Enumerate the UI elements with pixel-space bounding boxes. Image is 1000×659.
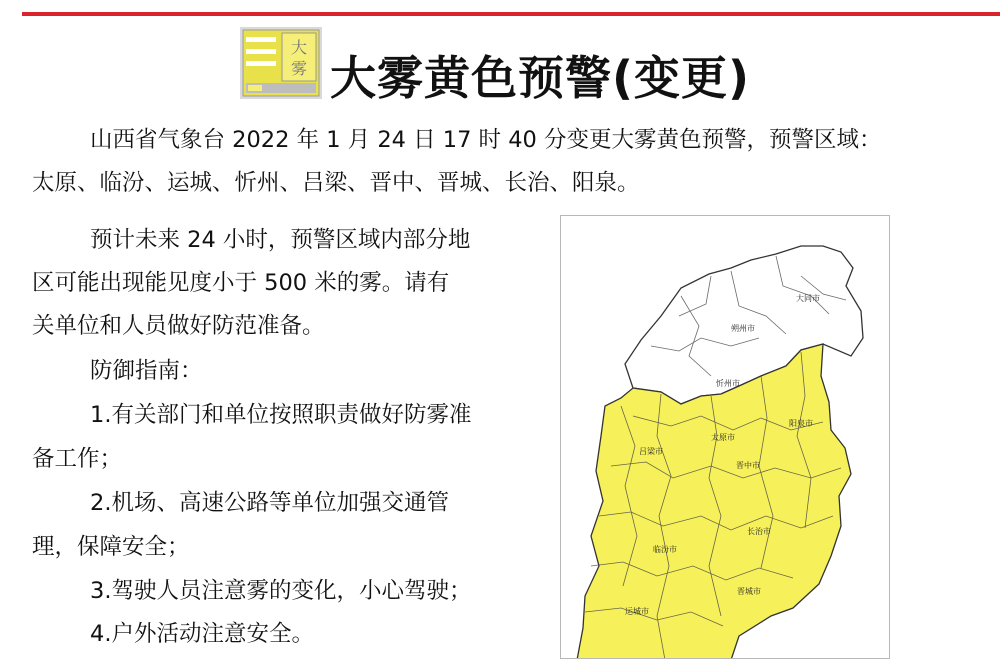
city-label-changzhi: 长治市 xyxy=(747,527,771,536)
warning-area-map xyxy=(560,215,890,659)
city-label-shuozhou: 朔州市 xyxy=(731,324,755,333)
badge-top-char: 大 xyxy=(290,38,308,57)
forecast-line-1: 预计未来 24 小时，预警区域内部分地 xyxy=(90,227,471,253)
guide-heading: 防御指南： xyxy=(90,358,203,384)
forecast-line-3: 关单位和人员做好防范准备。 xyxy=(32,313,325,339)
city-label-linfen: 临汾市 xyxy=(653,545,677,554)
city-label-jinzhong: 晋中市 xyxy=(736,461,760,470)
city-label-datong: 大同市 xyxy=(796,294,820,303)
top-red-rule xyxy=(22,12,1000,16)
forecast-line-2: 区可能出现能见度小于 500 米的雾。请有 xyxy=(32,270,450,296)
city-label-xinzhou: 忻州市 xyxy=(716,379,740,388)
guide-item-2b: 理，保障安全； xyxy=(32,534,190,560)
badge-bottom-char: 雾 xyxy=(290,59,308,78)
page-title: 大雾黄色预警(变更) xyxy=(330,51,751,105)
city-label-lvliang: 吕梁市 xyxy=(639,447,663,456)
guide-item-4: 4.户外活动注意安全。 xyxy=(90,621,314,647)
city-label-yangquan: 阳泉市 xyxy=(789,419,813,428)
city-label-jincheng: 晋城市 xyxy=(737,587,761,596)
guide-item-3: 3.驾驶人员注意雾的变化，小心驾驶； xyxy=(90,578,472,604)
body-line-1: 山西省气象台 2022 年 1 月 24 日 17 时 40 分变更大雾黄色预警，预警区域： xyxy=(90,127,882,153)
fog-warning-yellow-icon xyxy=(240,27,322,99)
city-label-yuncheng: 运城市 xyxy=(625,607,649,616)
city-label-taiyuan: 太原市 xyxy=(711,433,735,442)
guide-item-1a: 1.有关部门和单位按照职责做好防雾准 xyxy=(90,402,472,428)
guide-item-2a: 2.机场、高速公路等单位加强交通管 xyxy=(90,490,449,516)
guide-item-1b: 备工作； xyxy=(32,446,123,472)
body-line-2: 太原、临汾、运城、忻州、吕梁、晋中、晋城、长治、阳泉。 xyxy=(32,170,640,196)
